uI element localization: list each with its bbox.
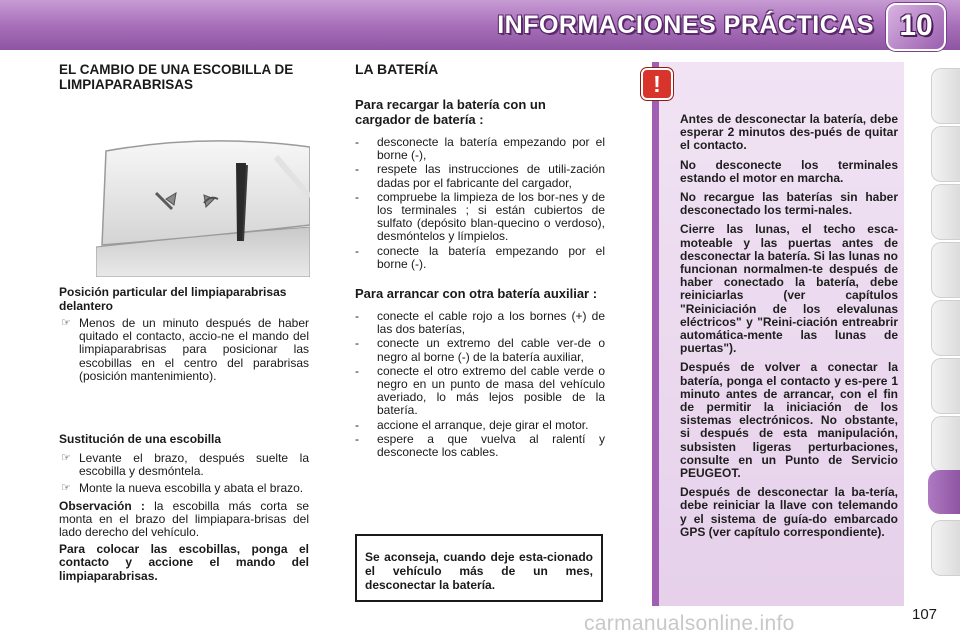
side-tab[interactable] [931,126,960,182]
wiper-instructions [59,285,309,387]
watermark: carmanualsonline.info [584,612,795,635]
battery-column [355,62,605,460]
replace-blade-heading: Sustitución de una escobilla [59,432,222,446]
warning-paragraph: Cierre las lunas, el techo esca-moteable y las puertas antes de desconectar la batería. Si las lunas no funcionan normalmen-te después de haber conectado la batería, debe reiniciarlas (ver capítulos "Reiniciación de los elevalunas eléctricos" y "Reini-ciación entreabrir automática-mente las lunas de puertas"). [680,222,898,356]
warning-paragraph: No recargue las baterías sin haber desconectado los termi-nales. [680,190,898,218]
wiper-replacement [59,432,309,583]
list-item: - compruebe la limpieza de los bor-nes y de los terminales ; si están cubiertos de sulfato (depósito blan-quecino o verdoso), desmóntelos y límpielos. [355,189,605,244]
warning-content [680,113,898,545]
side-tab[interactable] [931,520,960,576]
advice-box [355,534,603,602]
exclamation-icon: ! [641,68,673,100]
side-tab[interactable] [931,242,960,298]
side-tab[interactable] [931,184,960,240]
list-item: ☞ Levante el brazo, después suelte la escobilla y desmóntela. [61,451,309,479]
chapter-number-badge [886,3,946,51]
warning-paragraph: Después de volver a conectar la batería, ponga el contacto y es-pere 1 minuto antes de arrancar, con el fin de permitir la iniciación de los sistemas electrónicos. No obstante, si después de esta manipulación, subsisten ligeras perturbaciones, consulte en un Punto de Servicio PEUGEOT. [680,360,898,481]
side-tab[interactable] [931,68,960,124]
warning-paragraph: Antes de desconectar la batería, debe esperar 2 minutos des-pués de quitar el contacto. [680,112,898,153]
hand-pointer-icon: ☞ [61,317,71,329]
advice-text: Se aconseja, cuando deje esta-cionado el vehículo más de un mes, desconectar la batería. [365,550,593,592]
list-item: - espere a que vuelva al ralentí y desconecte los cables. [355,431,605,460]
side-tab-active[interactable] [928,470,960,514]
list-item: - conecte un extremo del cable ver-de o negro al borne (-) de la batería auxiliar, [355,336,605,364]
list-item: ☞ Monte la nueva escobilla y abata el brazo. [61,481,304,496]
side-tab[interactable] [931,358,960,414]
wiper-column [59,62,309,92]
list-item: - desconecte la batería empezando por el borne (-), [355,135,605,163]
windscreen-wiper-illustration [96,137,310,277]
list-item: - conecte la batería empezando por el borne (-). [355,243,605,271]
jump-start-heading: Para arrancar con otra batería auxiliar : [355,286,598,302]
observation-note: Observación : la escobilla más corta se monta en el brazo del limpiapara-brisas del lado derecho del vehículo. [59,498,309,540]
list-item: ☞ Menos de un minuto después de haber quitado el contacto, accio-ne el mando del limpiaparabrisas para posicionar las escobillas en el centro del parabrisas (posición mantenimiento). [61,316,309,383]
chapter-number: 10 [899,9,933,42]
charger-heading: Para recargar la batería con un cargador de batería : [355,97,546,127]
final-note: Para colocar las escobillas, ponga el contacto y accione el mando del limpiaparabrisas. [59,542,309,583]
hand-pointer-icon: ☞ [61,452,71,464]
page-number: 107 [912,606,938,623]
side-tab[interactable] [931,300,960,356]
side-tab[interactable] [931,416,960,472]
list-item: - respete las instrucciones de utili-zación dadas por el fabricante del cargador, [355,162,605,190]
wiper-section-title: EL CAMBIO DE UNA ESCOBILLA DE LIMPIAPARABRISAS [59,62,294,92]
list-item: - accione el arranque, deje girar el motor. [355,417,589,432]
battery-section-title: LA BATERÍA [355,61,439,77]
list-item: - conecte el otro extremo del cable verde o negro en un punto de masa del vehículo averiado, lo más lejos posible de la batería. [355,363,605,418]
warning-paragraph: No desconecte los terminales estando el motor en marcha. [680,157,898,185]
list-item: - conecte el cable rojo a los bornes (+) de las dos baterías, [355,309,605,337]
warning-paragraph: Después de desconectar la ba-tería, debe reiniciar la llave con telemando y el sistema de guía-do embarcado GPS (ver capítulo correspondiente). [680,485,898,539]
chapter-title: INFORMACIONES PRÁCTICAS [497,11,874,39]
maintenance-position-heading: Posición particular del limpiaparabrisas delantero [59,285,287,313]
hand-pointer-icon: ☞ [61,482,71,495]
